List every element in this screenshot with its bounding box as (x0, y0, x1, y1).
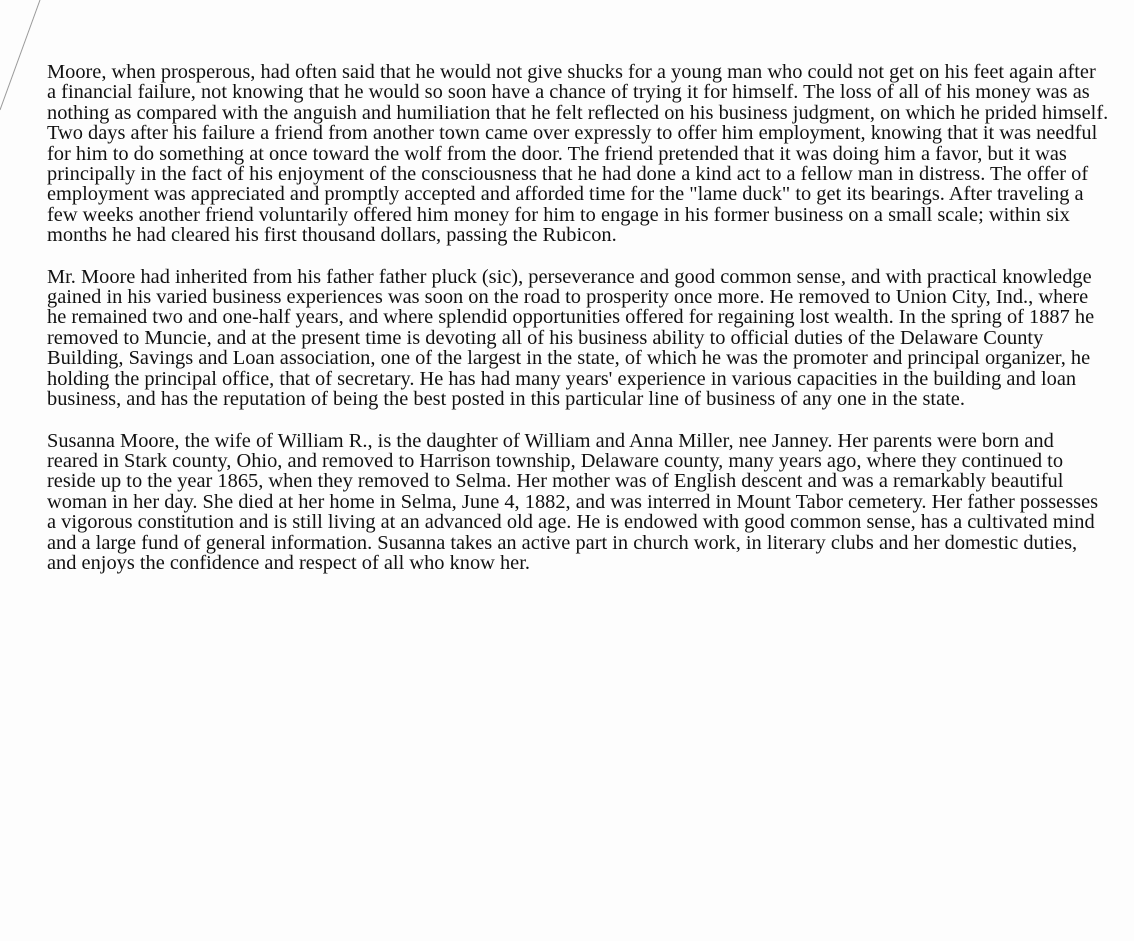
paragraph-1: Moore, when prosperous, had often said that he would not give shucks for a young man who could not get on his feet again after a financial failure, not knowing that he would so soon have a chance of trying it for himself. The loss of all of his money was as nothing as compared with the anguish and humiliation that he felt reflected on his business judgment, on which he prided himself. Two days after his failure a friend from another town came over expressly to offer him employment, knowing that it was needful for him to do something at once toward the wolf from the door. The friend pretended that it was doing him a favor, but it was principally in the fact of his enjoyment of the consciousness that he had done a kind act to a fellow man in distress. The offer of employment was appreciated and promptly accepted and afforded time for the "lame duck" to get its bearings. After traveling a few weeks another friend voluntarily offered him money for him to engage in his former business on a small scale; within six months he had cleared his first thousand dollars, passing the Rubicon. (47, 61, 1109, 247)
paragraph-2: Mr. Moore had inherited from his father father pluck (sic), perseverance and good common sense, and with practical knowledge gained in his varied business experiences was soon on the road to prosperity once more. He removed to Union City, Ind., where he remained two and one-half years, and where splendid opportunities offered for regaining lost wealth. In the spring of 1887 he removed to Muncie, and at the present time is devoting all of his business ability to official duties of the Delaware County Building, Savings and Loan association, one of the largest in the state, of which he was the promoter and principal organizer, he holding the principal office, that of secretary. He has had many years' experience in various capacities in the building and loan business, and has the reputation of being the best posted in this particular line of business of any one in the state. (47, 265, 1095, 411)
document-body (47, 62, 1109, 594)
paragraph-3: Susanna Moore, the wife of William R., is the daughter of William and Anna Miller, nee Janney. Her parents were born and reared in Stark county, Ohio, and removed to Harrison township, Delaware county, many years ago, where they continued to reside up to the year 1865, when they removed to Selma. Her mother was of English descent and was a remarkably beautiful woman in her day. She died at her home in Selma, June 4, 1882, and was interred in Mount Tabor cemetery. Her father possesses a vigorous constitution and is still living at an advanced old age. He is endowed with good common sense, has a cultivated mind and a large fund of general information. Susanna takes an active part in church work, in literary clubs and her domestic duties, and enjoys the confidence and respect of all who know her. (47, 429, 1099, 574)
